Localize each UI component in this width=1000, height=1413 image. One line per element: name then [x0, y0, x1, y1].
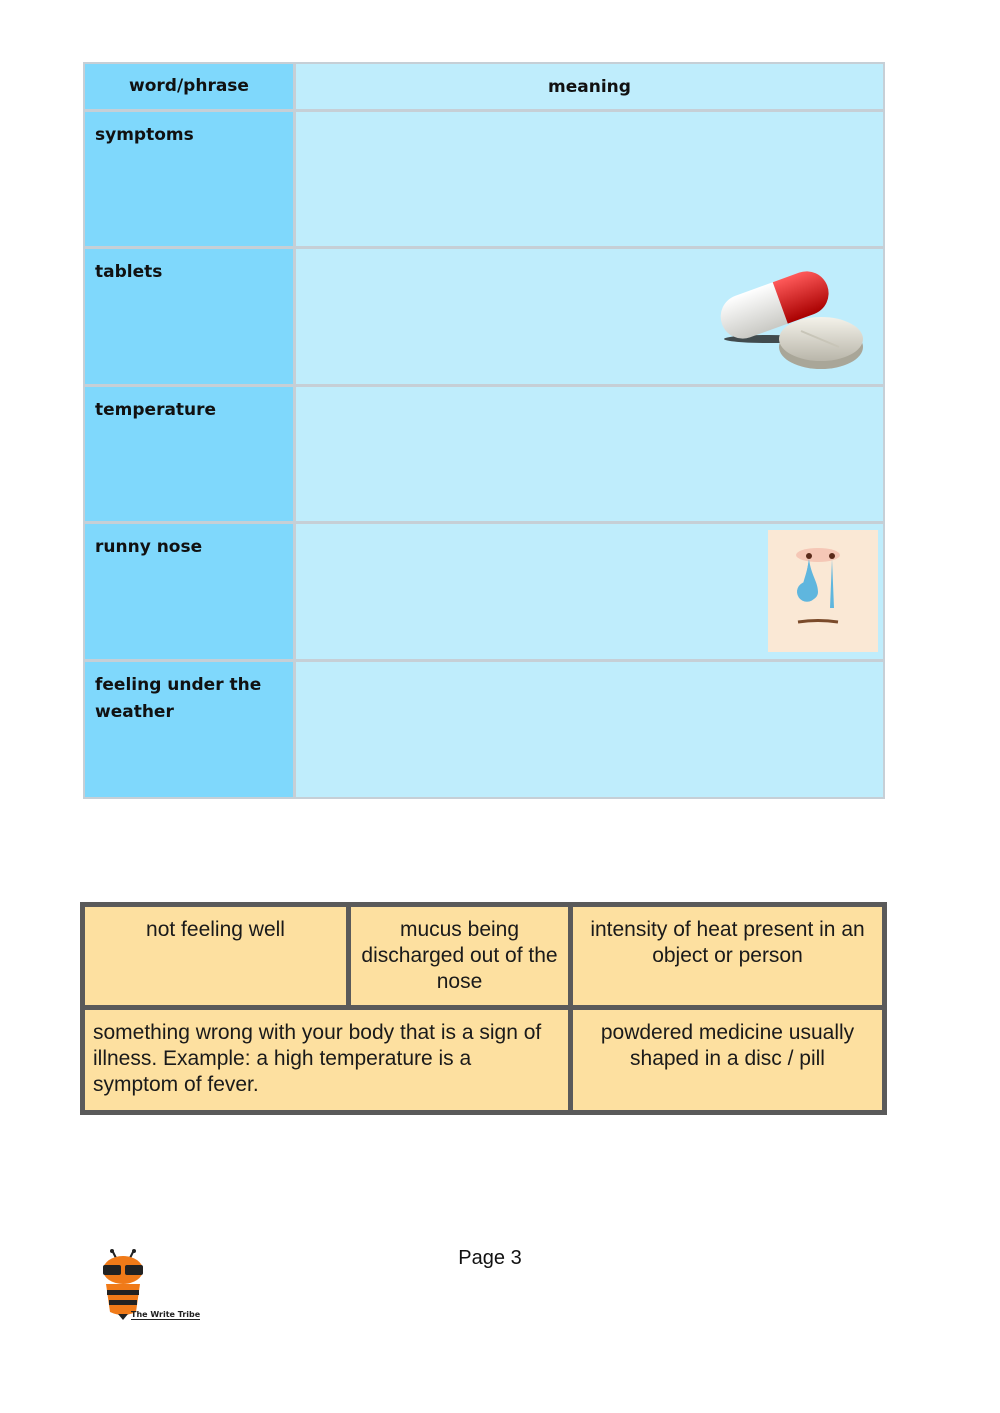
vocab-row — [85, 662, 883, 797]
vocab-word: symptoms — [85, 112, 296, 246]
answer-card[interactable]: powdered medicine usually shaped in a disc / pill — [573, 1010, 882, 1110]
answer-card[interactable]: not feeling well — [85, 907, 346, 1005]
runny-nose-icon — [768, 530, 878, 652]
vocab-row — [85, 524, 883, 659]
vocab-table — [83, 62, 885, 799]
vocab-word: temperature — [85, 387, 296, 521]
vocab-meaning-cell[interactable] — [296, 524, 883, 659]
answer-card[interactable]: mucus being discharged out of the nose — [351, 907, 568, 1005]
vocab-meaning-cell[interactable] — [296, 387, 883, 521]
vocab-word: feeling under the weather — [85, 662, 296, 797]
vocab-meaning-cell[interactable] — [296, 112, 883, 246]
answer-card[interactable]: something wrong with your body that is a sign of illness. Example: a high temperature is a symptom of fever. — [85, 1010, 568, 1110]
pills-icon — [709, 267, 869, 373]
vocab-row — [85, 387, 883, 521]
vocab-word: runny nose — [85, 524, 296, 659]
vocab-word: tablets — [85, 249, 296, 384]
vocab-row — [85, 112, 883, 246]
header-meaning: meaning — [296, 64, 883, 109]
vocab-row — [85, 249, 883, 384]
answer-card[interactable]: intensity of heat present in an object or person — [573, 907, 882, 1005]
write-tribe-logo — [98, 1248, 208, 1328]
logo-text: The Write Tribe — [131, 1310, 201, 1319]
page-number: Page 3 — [458, 1247, 522, 1269]
header-word: word/phrase — [85, 64, 296, 109]
vocab-meaning-cell[interactable] — [296, 662, 883, 797]
answer-cards-table — [80, 902, 887, 1115]
vocab-header-row — [85, 64, 883, 109]
vocab-meaning-cell[interactable] — [296, 249, 883, 384]
